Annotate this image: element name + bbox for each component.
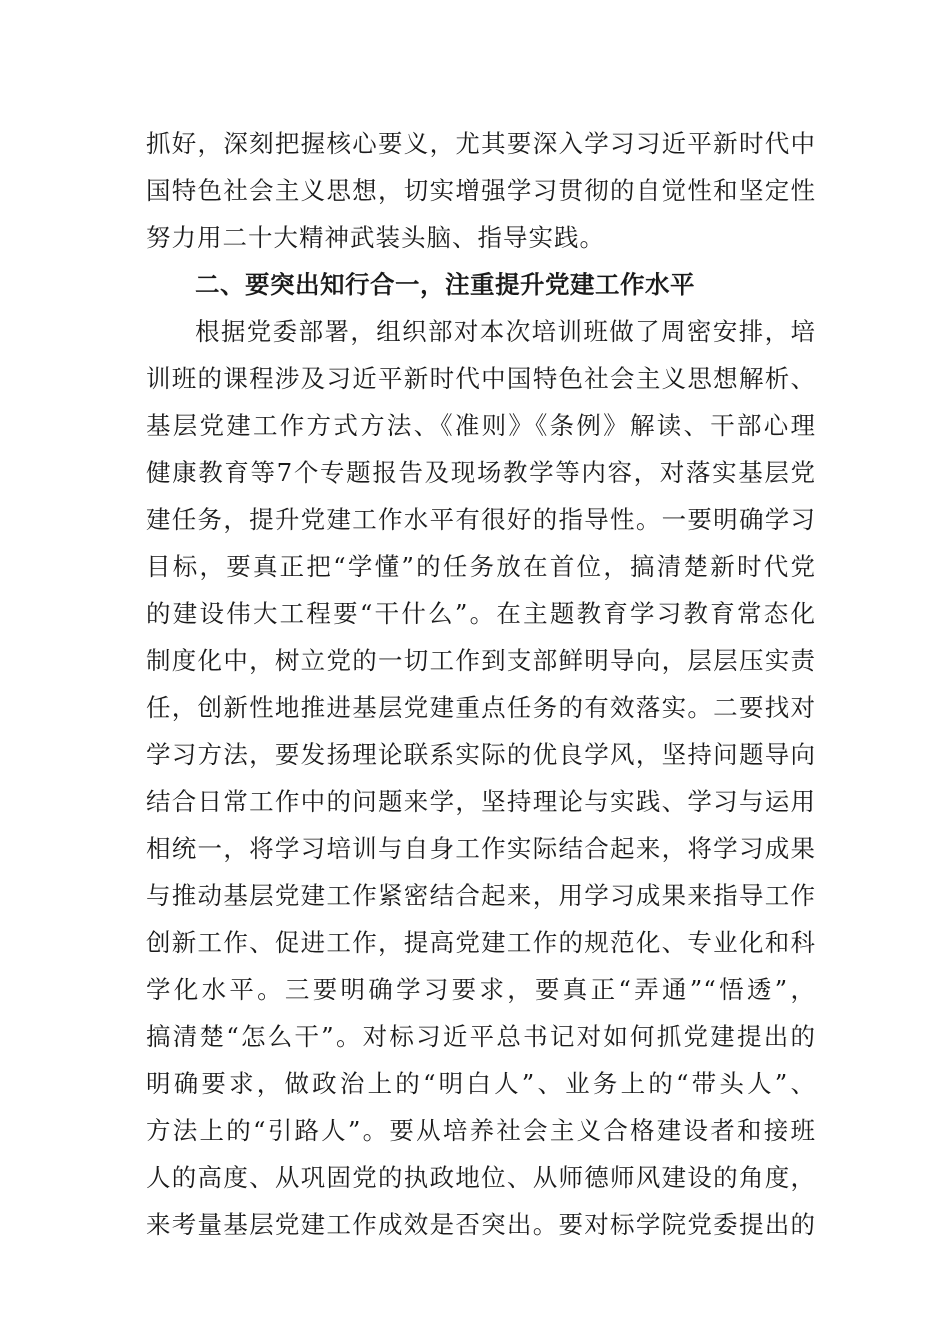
paragraph-line: 方法上的“引路人”。要从培养社会主义合格建设者和接班 [146,1116,816,1145]
paragraph-line: 根据党委部署，组织部对本次培训班做了周密安排，培 [195,317,816,346]
paragraph-line: 来考量基层党建工作成效是否突出。要对标学院党委提出的 [146,1210,816,1239]
paragraph-line: 目标，要真正把“学懂”的任务放在首位，搞清楚新时代党 [146,552,816,581]
paragraph-line: 抓好，深刻把握核心要义，尤其要深入学习习近平新时代中 [146,129,816,158]
paragraph-line: 的建设伟大工程要“干什么”。在主题教育学习教育常态化 [146,599,816,628]
document-body [146,120,816,1248]
paragraph-line: 努力用二十大精神武装头脑、指导实践。 [146,223,605,252]
paragraph-line: 与推动基层党建工作紧密结合起来，用学习成果来指导工作 [146,881,816,910]
paragraph-line: 建任务，提升党建工作水平有很好的指导性。一要明确学习 [146,505,816,534]
paragraph-line: 学化水平。三要明确学习要求，要真正“弄通”“悟透”， [146,975,816,1004]
paragraph-line: 创新工作、促进工作，提高党建工作的规范化、专业化和科 [146,928,816,957]
paragraph-line: 结合日常工作中的问题来学，坚持理论与实践、学习与运用 [146,787,816,816]
paragraph-line: 学习方法，要发扬理论联系实际的优良学风，坚持问题导向 [146,740,816,769]
paragraph-line: 健康教育等7个专题报告及现场教学等内容，对落实基层党 [146,458,816,487]
paragraph-line: 基层党建工作方式方法、《准则》《条例》解读、干部心理 [146,411,816,440]
paragraph-line: 人的高度、从巩固党的执政地位、从师德师风建设的角度， [146,1163,816,1192]
paragraph-line: 制度化中，树立党的一切工作到支部鲜明导向，层层压实责 [146,646,816,675]
paragraph-line: 国特色社会主义思想，切实增强学习贯彻的自觉性和坚定性 [146,176,816,205]
paragraph-line: 明确要求，做政治上的“明白人”、业务上的“带头人”、 [146,1069,816,1098]
paragraph-line: 任，创新性地推进基层党建重点任务的有效落实。二要找对 [146,693,816,722]
paragraph-line: 训班的课程涉及习近平新时代中国特色社会主义思想解析、 [146,364,816,393]
paragraph-line: 相统一，将学习培训与自身工作实际结合起来，将学习成果 [146,834,816,863]
paragraph-line: 搞清楚“怎么干”。对标习近平总书记对如何抓党建提出的 [146,1022,816,1051]
section-heading: 二、要突出知行合一，注重提升党建工作水平 [195,270,695,299]
